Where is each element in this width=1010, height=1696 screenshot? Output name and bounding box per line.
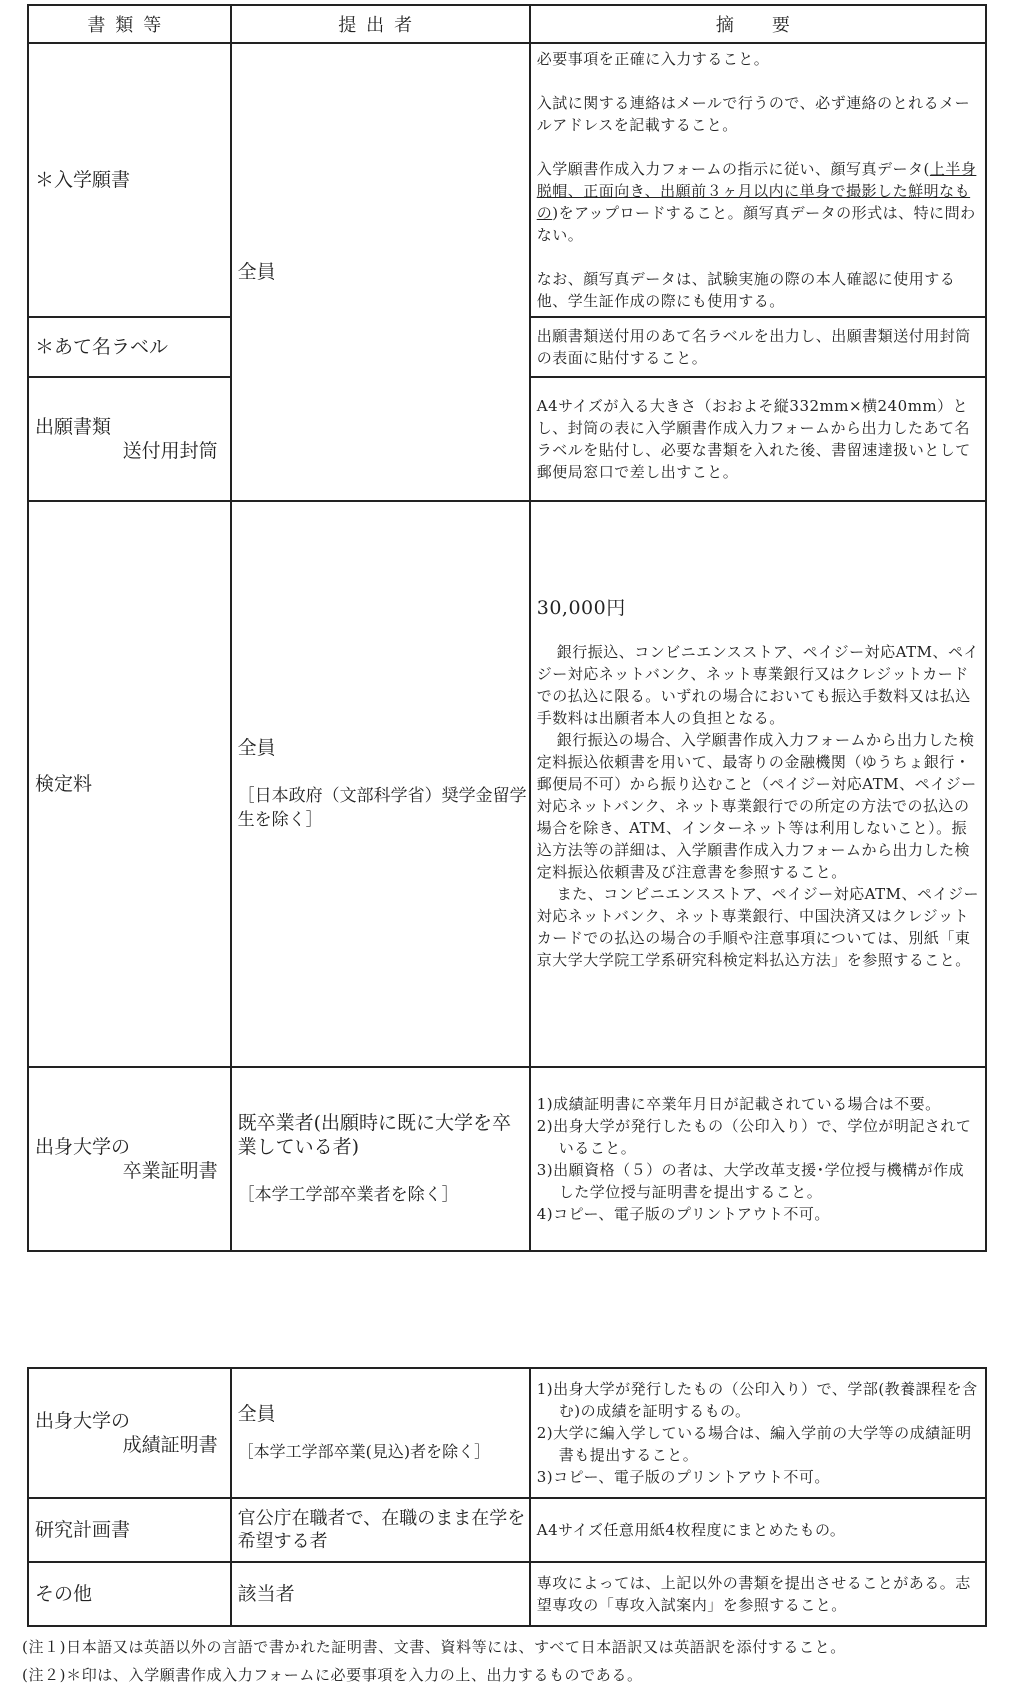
row-transcript — [28, 1368, 986, 1498]
row-graduation — [28, 1067, 986, 1251]
transcript-submitter — [231, 1368, 530, 1498]
application-desc — [530, 43, 986, 317]
list-item: 3)出願資格（５）の者は、大学改革支援･学位授与機構が作成した学位授与証明書を提出すること。 — [536, 1161, 965, 1201]
application-p2: 入試に関する連絡はメールで行うので、必ず連絡のとれるメールアドレスを記載すること。 — [536, 94, 971, 134]
other-name: その他 — [28, 1562, 231, 1626]
fee-desc — [530, 501, 986, 1067]
application-p1: 必要事項を正確に入力すること。 — [536, 50, 770, 68]
application-name: ＊入学願書 — [28, 43, 231, 317]
table-header — [28, 5, 986, 43]
list-item: 1)出身大学が発行したもの（公印入り）で、学部(教養課程を含む)の成績を証明するもの。 — [536, 1380, 978, 1420]
list-item: 2)大学に編入学している場合は、編入学前の大学等の成績証明書も提出すること。 — [536, 1424, 972, 1464]
transcript-name-line2: 成績証明書 — [122, 1434, 218, 1456]
application-p4: なお、顔写真データは、試験実施の際の本人確認に使用する他、学生証作成の際にも使用する。 — [536, 270, 956, 310]
fee-name: 検定料 — [28, 501, 231, 1067]
header-documents: 書類等 — [28, 5, 231, 43]
list-item: 4)コピー、電子版のプリントアウト不可。 — [536, 1205, 830, 1223]
graduation-name-line2: 卒業証明書 — [122, 1160, 218, 1182]
fee-submitter — [231, 501, 530, 1067]
graduation-desc — [530, 1067, 986, 1251]
research-name: 研究計画書 — [28, 1498, 231, 1562]
fee-d2: 銀行振込の場合、入学願書作成入力フォームから出力した検定料振込依頼書を用いて、最寄りの金融機関（ゆうちょ銀行・郵便局不可）から振り込むこと（ペイジー対応ATM、ペイジー対応ネットバンク、ネット専業銀行での所定の方法での払込の場合を除き、ATM、インターネット等は利用しないこと）。振込方法等の詳細は、入学願書作成入力フォームから出力した検定料振込依頼書及び注意書を参照すること。 — [536, 731, 977, 881]
photo-requirements: 上半身脱帽、正面向き、出願前３ヶ月以内に単身で撮影した鮮明なもの — [536, 160, 977, 222]
note-1: (注１)日本語又は英語以外の言語で書かれた証明書、文書、資料等には、すべて日本語訳又は英語訳を添付すること。 — [22, 1638, 846, 1656]
transcript-exclusion: ［本学工学部卒業(見込)者を除く］ — [237, 1442, 491, 1461]
row-fee — [28, 501, 986, 1067]
row-research — [28, 1498, 986, 1562]
transcript-name — [28, 1368, 231, 1498]
other-submitter: 該当者 — [231, 1562, 530, 1626]
transcript-name-line1: 出身大学の — [35, 1410, 131, 1432]
list-item: 1)成績証明書に卒業年月日が記載されている場合は不要。 — [536, 1095, 941, 1113]
envelope-name — [28, 377, 231, 501]
label-desc: 出願書類送付用のあて名ラベルを出力し、出願書類送付用封筒の表面に貼付すること。 — [530, 317, 986, 377]
fee-amount: 30,000円 — [536, 597, 626, 619]
graduation-name — [28, 1067, 231, 1251]
graduation-submitter-text: 既卒業者(出願時に既に大学を卒業している者) — [237, 1112, 512, 1158]
row-other — [28, 1562, 986, 1626]
envelope-name-line1: 出願書類 — [35, 416, 112, 438]
requirements-table — [27, 4, 987, 1252]
transcript-submitter-all: 全員 — [237, 1403, 276, 1425]
fee-d3: また、コンビニエンスストア、ペイジー対応ATM、ペイジー対応ネットバンク、ネット専業銀行、中国決済又はクレジットカードでの払込の場合の手順や注意事項については、別紙「東京大学大学院工学系研究科検定料払込方法」を参照すること。 — [536, 885, 980, 969]
list-item: 2)出身大学が発行したもの（公印入り）で、学位が明記されていること。 — [536, 1117, 972, 1157]
application-p3a: 入学願書作成入力フォームの指示に従い、顔写真データ( — [536, 160, 930, 178]
fee-d1: 銀行振込、コンビニエンスストア、ペイジー対応ATM、ペイジー対応ネットバンク、ネット専業銀行又はクレジットカードでの払込に限る。いずれの場合においても振込手数料又は払込手数料は出願者本人の負担となる。 — [536, 643, 980, 727]
graduation-submitter — [231, 1067, 530, 1251]
envelope-name-line2: 送付用封筒 — [122, 440, 218, 462]
requirements-table-2 — [27, 1367, 987, 1627]
header-submitter: 提出者 — [231, 5, 530, 43]
other-desc: 専攻によっては、上記以外の書類を提出させることがある。志望専攻の「専攻入試案内」を参照すること。 — [530, 1562, 986, 1626]
application-p3 — [537, 158, 979, 246]
transcript-desc — [530, 1368, 986, 1498]
application-p3b: )をアップロードすること。顔写真データの形式は、特に問わない。 — [536, 204, 976, 244]
label-name: ＊あて名ラベル — [28, 317, 231, 377]
research-submitter: 官公庁在職者で、在職のまま在学を希望する者 — [231, 1498, 530, 1562]
graduation-exclusion: ［本学工学部卒業者を除く］ — [237, 1185, 459, 1205]
header-summary: 摘 要 — [530, 5, 986, 43]
application-submitter: 全員 — [231, 43, 530, 501]
research-desc: A4サイズ任意用紙4枚程度にまとめたもの。 — [530, 1498, 986, 1562]
fee-exclusion: ［日本政府（文部科学省）奨学金留学生を除く］ — [237, 786, 527, 830]
list-item: 3)コピー、電子版のプリントアウト不可。 — [536, 1468, 830, 1486]
row-application — [28, 43, 986, 317]
graduation-name-line1: 出身大学の — [35, 1136, 131, 1158]
note-2: (注２)＊印は、入学願書作成入力フォームに必要事項を入力の上、出力するものである。 — [22, 1666, 643, 1684]
fee-submitter-all: 全員 — [237, 737, 276, 759]
envelope-desc: A4サイズが入る大きさ（おおよそ縦332mm×横240mm）とし、封筒の表に入学願書作成入力フォームから出力したあて名ラベルを貼付し、必要な書類を入れた後、書留速達扱いとして郵便局窓口で差し出すこと。 — [530, 377, 986, 501]
